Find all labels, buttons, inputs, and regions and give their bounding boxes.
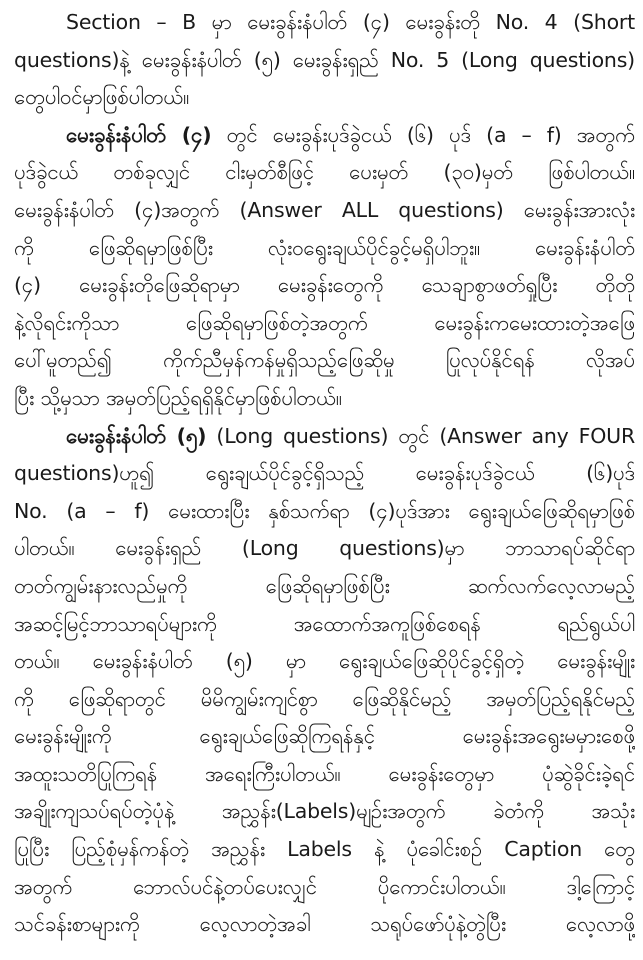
text-line: အထူးသတိပြုကြရန် အရေးကြီးပါတယ်။ မေးခွန်းတွေမှာ ပုံဆွဲခိုင်းခဲ့ရင် <box>14 761 635 786</box>
paragraph-section-b-intro <box>14 4 635 117</box>
text-line: questions)ဟူ၍ ရွေးချယ်ပိုင်ခွင့်ရှိသည့် မေးခွန်းပုဒ်ခွဲငယ် (၆)ပုဒ် <box>14 461 635 486</box>
text-line: အတွက် ဘောလ်ပင်နဲ့တပ်ပေးလျှင် ပိုကောင်းပါတယ်။ ဒါ့ကြောင့် <box>14 874 635 899</box>
text-line: နဲ့လိုရင်းကိုသာ ဖြေဆိုရမှာဖြစ်တဲ့အတွက် မေးခွန်းကမေးထားတဲ့အဖြေ <box>14 310 635 335</box>
text-line: အဆင့်မြင့်ဘာသာရပ်များကို အထောက်အကူဖြစ်စေရန် ရည်ရွယ်ပါ <box>14 611 635 636</box>
text-line: ပြုပြီး ပြည့်စုံမှန်ကန်တဲ့ အညွှန်း Labels နဲ့ ပုံခေါင်းစဉ် Caption တွေ <box>14 837 635 862</box>
text-line: မေးခွန်းမျိုးကို ရွေးချယ်ဖြေဆိုကြရန်နှင့် မေးခွန်းအရွေးမမှားစေဖို့ <box>14 724 635 749</box>
text-line: questions)နဲ့ မေးခွန်းနံပါတ် (၅) မေးခွန်းရှည် No. 5 (Long questions) <box>14 47 635 72</box>
text-line: ပုဒ်ခွဲငယ် တစ်ခုလျှင် ငါးမှတ်စီဖြင့် ပေးမှတ် (၃၀)မှတ် ဖြစ်ပါတယ်။ <box>14 160 635 185</box>
text-line <box>14 418 635 456</box>
text-run: (Long questions) တွင် (Answer any FOUR <box>206 423 635 448</box>
text-line: အချိုးကျသပ်ရပ်တဲ့ပုံနဲ့ အညွှန်း(Labels)မျဉ်းအတွက် ခဲတံကို အသုံး <box>14 799 635 824</box>
text-line: ကို ဖြေဆိုရမှာဖြစ်ပြီး လုံးဝရွေးချယ်ပိုင်ခွင့်မရှိပါဘူး။ မေးခွန်းနံပါတ် <box>14 235 635 260</box>
text-line: ပါတယ်။ မေးခွန်းရှည် (Long questions)မှာ ဘာသာရပ်ဆိုင်ရာ <box>14 536 635 561</box>
bold-heading: မေးခွန်းနံပါတ် (၅) <box>66 423 207 448</box>
text-line: မေးခွန်းနံပါတ် (၄)အတွက် (Answer ALL questions) မေးခွန်းအားလုံး <box>14 197 635 222</box>
text-run: တွင် မေးခွန်းပုဒ်ခွဲငယ် (၆) ပုဒ် (a – f) အတွက် <box>211 122 635 147</box>
text-line: ကို ဖြေဆိုရာတွင် မိမိကျွမ်းကျင်စွာ ဖြေဆိုနိုင်မည့် အမှတ်ပြည့်ရနိုင်မည့် <box>14 686 635 711</box>
text-line: တွေပါဝင်မှာဖြစ်ပါတယ်။ <box>14 85 190 110</box>
text-line: ပေါ်မူတည်၍ ကိုက်ညီမှန်ကန်မှုရှိသည့်ဖြေဆိုမှု ပြုလုပ်နိုင်ရန် လိုအပ် <box>14 348 635 373</box>
text-line <box>14 117 635 155</box>
text-line: သင်ခန်းစာများကို လေ့လာတဲ့အခါ သရုပ်ဖော်ပုံနဲ့တွဲပြီး လေ့လာဖို့ <box>14 912 635 937</box>
text-line: No. (a – f) မေးထားပြီး နှစ်သက်ရာ (၄)ပုဒ်အား ရွေးချယ်ဖြေဆိုရမှာဖြစ် <box>14 498 635 523</box>
paragraph-question-4 <box>14 117 635 418</box>
text-line: တတ်ကျွမ်းနားလည်မှုကို ဖြေဆိုရမှာဖြစ်ပြီး ဆက်လက်လေ့လာမည့် <box>14 573 635 598</box>
paragraph-question-5 <box>14 418 635 944</box>
text-line: တယ်။ မေးခွန်းနံပါတ် (၅) မှာ ရွေးချယ်ဖြေဆိုပိုင်ခွင့်ရှိတဲ့ မေးခွန်းမျိုး <box>14 649 635 674</box>
text-line: ပြီး သို့မှသာ အမှတ်ပြည့်ရရှိနိုင်မှာဖြစ်ပါတယ်။ <box>14 385 342 410</box>
bold-heading: မေးခွန်းနံပါတ် (၄) <box>66 122 212 147</box>
text-line: (၄) မေးခွန်းတိုဖြေဆိုရာမှာ မေးခွန်းတွေကို သေချာစွာဖတ်ရှုပြီး တိုတို <box>14 273 635 298</box>
text-line: Section – B မှာ မေးခွန်းနံပါတ် (၄) မေးခွန်းတို No. 4 (Short <box>66 10 635 34</box>
